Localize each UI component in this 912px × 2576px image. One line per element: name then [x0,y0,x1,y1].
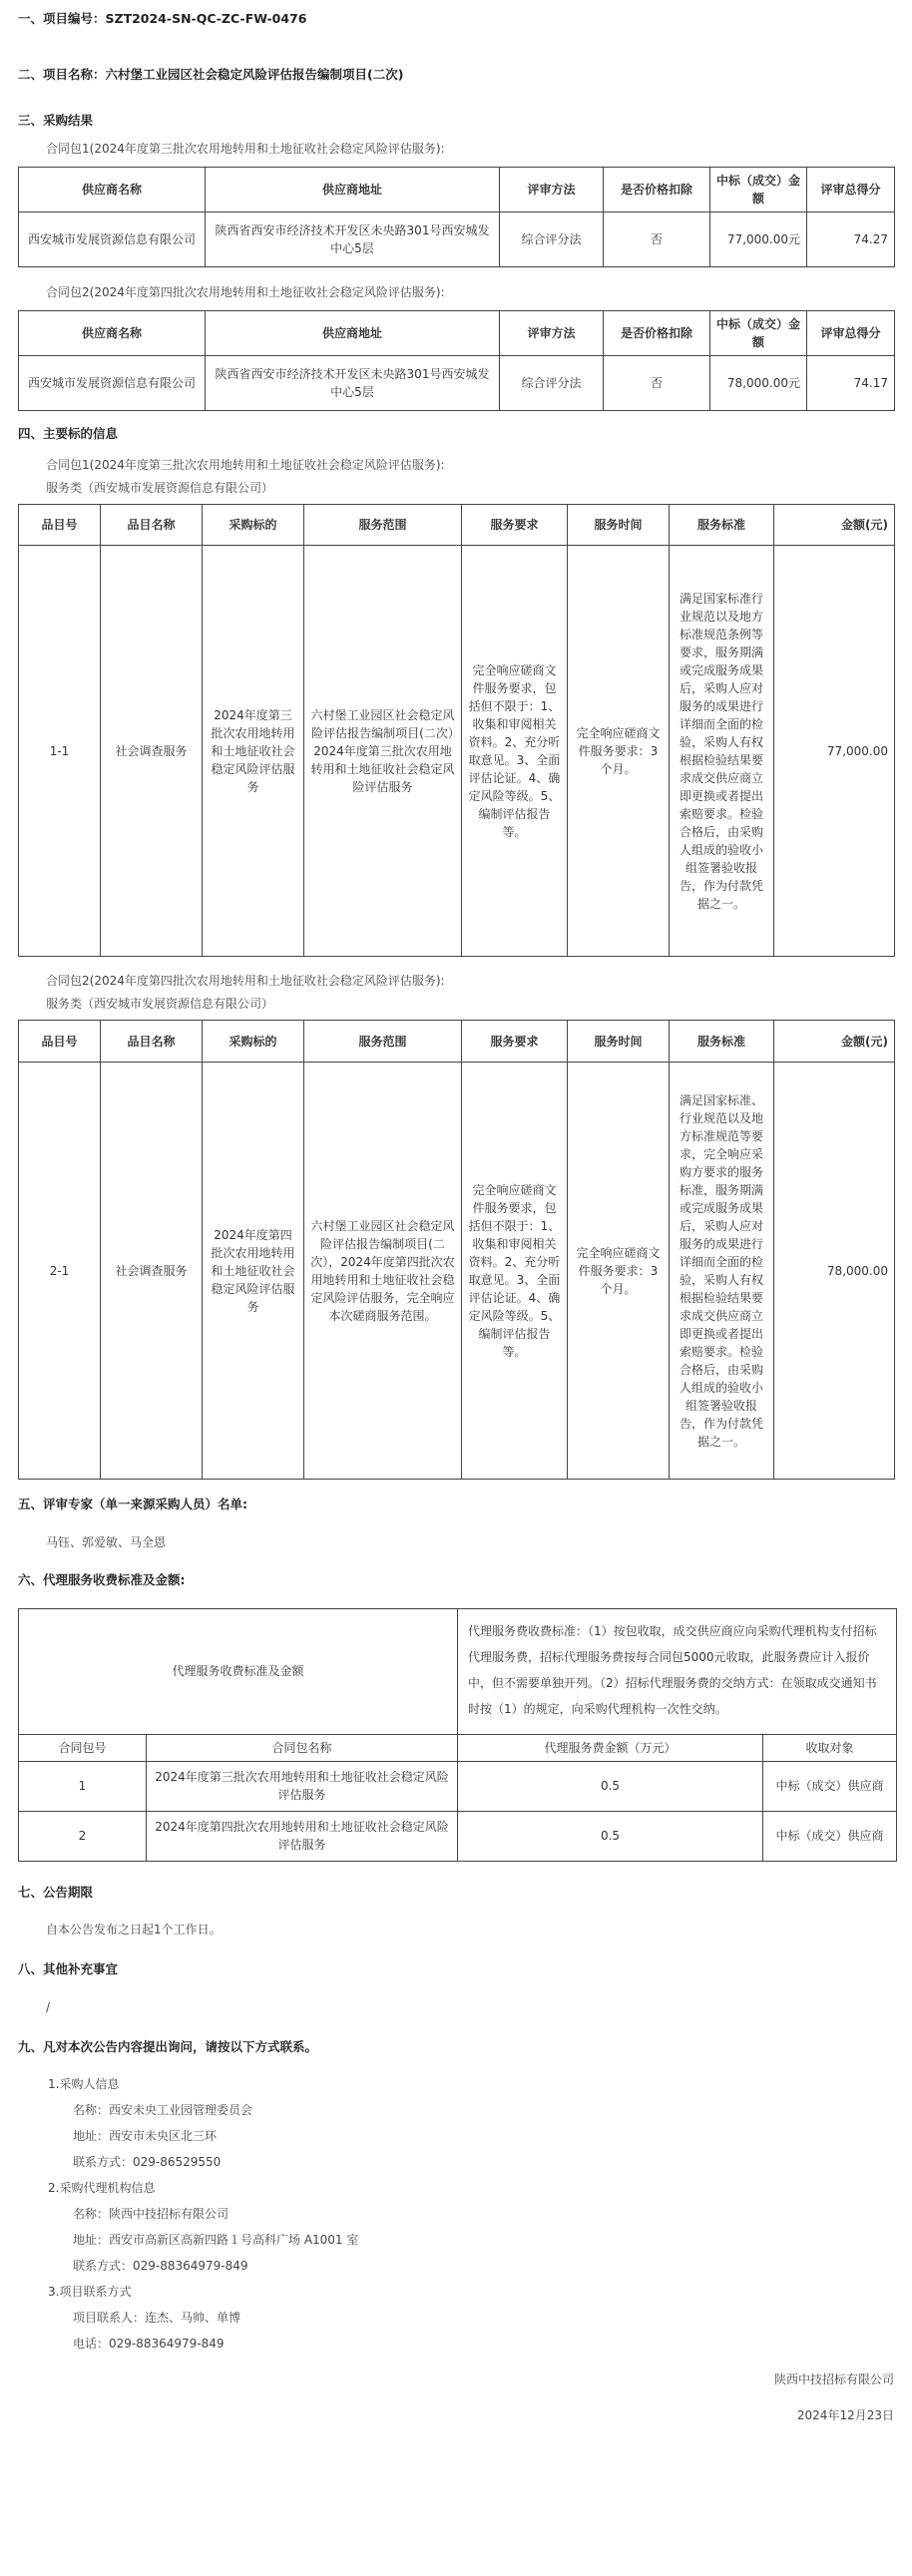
cell-package-name: 2024年度第四批次农用地转用和土地征收社会稳定风险评估服务 [147,1811,458,1861]
col-supplier-address: 供应商地址 [206,311,500,356]
section-9-title: 九、凡对本次公告内容提出询问，请按以下方式联系。 [18,2039,318,2054]
cell-price-deduction: 否 [604,213,710,267]
col-fee-amount: 代理服务费金额（万元） [458,1734,763,1761]
cell-fee-amount: 0.5 [458,1761,763,1811]
cell-service-requirement: 完全响应磋商文件服务要求，包括但不限于：1、收集和审阅相关资料。2、充分听取意见。3、全面评估论证。4、确定风险等级。5、编制评估报告等。 [462,546,568,957]
cell-review-method: 综合评分法 [500,356,604,411]
other-matters-text: / [46,2000,51,2014]
cell-award-amount: 78,000.00元 [710,356,807,411]
package-2-category: 服务类（西安城市发展资源信息有限公司） [46,997,274,1011]
col-amount: 金额(元) [774,1021,895,1063]
col-package-number: 合同包号 [19,1734,147,1761]
cell-service-scope: 六村堡工业园区社会稳定风险评估报告编制项目(二次），2024年度第四批次农用地转用和土地征收社会稳定风险评估服务，完全响应本次磋商服务范围。 [304,1063,462,1480]
subject-table-package-2 [18,1020,895,1480]
section-other-matters [18,1960,894,2016]
section-8-title: 八、其他补充事宜 [18,1961,119,1977]
col-service-scope: 服务范围 [304,1021,462,1063]
agent-address: 地址：西安市高新区高新四路１号高科广场 A1001 室 [73,2232,359,2247]
cell-service-requirement: 完全响应磋商文件服务要求，包括但不限于：1、收集和审阅相关资料。2、充分听取意见。3、全面评估论证。4、确定风险等级。5、编制评估报告等。 [462,1063,568,1480]
cell-supplier-name: 西安城市发展资源信息有限公司 [19,213,206,267]
col-award-amount: 中标（成交）金额 [710,311,807,356]
fee-standard-label: 代理服务收费标准及金额 [19,1608,458,1734]
package-1-caption: 合同包1(2024年度第三批次农用地转用和土地征收社会稳定风险评估服务): [46,458,445,472]
col-subject: 采购标的 [203,1021,304,1063]
cell-fee-amount: 0.5 [458,1811,763,1861]
col-price-deduction: 是否价格扣除 [604,311,710,356]
col-supplier-address: 供应商地址 [206,168,500,213]
col-charge-target: 收取对象 [763,1734,897,1761]
table-row [19,1761,897,1811]
cell-charge-target: 中标（成交）供应商 [763,1761,897,1811]
section-project-number [18,10,894,29]
col-total-score: 评审总得分 [807,168,895,213]
cell-package-number: 1 [19,1761,147,1811]
fee-table [18,1608,897,1862]
col-service-scope: 服务范围 [304,505,462,546]
col-item-name: 品目名称 [101,1021,203,1063]
cell-supplier-address: 陕西省西安市经济技术开发区未央路301号西安城发中心5层 [206,356,500,411]
cell-package-number: 2 [19,1811,147,1861]
buyer-address: 地址：西安市未央区北三环 [73,2128,218,2143]
fee-standard-text: 代理服务费收费标准：（1）按包收取，成交供应商应向采购代理机构支付招标代理服务费，招标代理服务费按每合同包5000元收取，此服务费应计入报价中，但不需要单独开列。（2）招标代理服务费的交纳方式：在领取成交通知书时按（1）的规定，向采购代理机构一次性交纳。 [458,1608,897,1734]
subject-table-package-1 [18,504,895,957]
cell-service-time: 完全响应磋商文件服务要求：3个月。 [568,546,670,957]
announcement-period-text: 自本公告发布之日起1个工作日。 [46,1923,222,1937]
col-review-method: 评审方法 [500,311,604,356]
footer-org: 陕西中技招标有限公司 [773,2371,894,2386]
col-service-time: 服务时间 [568,505,670,546]
col-supplier-name: 供应商名称 [19,311,206,356]
col-item-number: 品目号 [19,1021,101,1063]
section-procurement-result [18,112,894,412]
project-contact-heading: 3.项目联系方式 [48,2284,132,2299]
buyer-phone: 联系方式：029-86529550 [73,2154,222,2169]
section-main-subject-info [18,425,894,1480]
col-service-requirement: 服务要求 [462,505,568,546]
section-4-title: 四、主要标的信息 [18,426,119,442]
cell-charge-target: 中标（成交）供应商 [763,1811,897,1861]
col-supplier-name: 供应商名称 [19,168,206,213]
package-1-caption: 合同包1(2024年度第三批次农用地转用和土地征收社会稳定风险评估服务): [46,142,445,157]
project-contact-people: 项目联系人：连杰、马帅、单博 [73,2310,241,2325]
cell-amount: 77,000.00 [774,546,895,957]
section-announcement-period [18,1884,894,1939]
cell-review-method: 综合评分法 [500,213,604,267]
cell-item-number: 1-1 [19,546,101,957]
package-2-caption: 合同包2(2024年度第四批次农用地转用和土地征收社会稳定风险评估服务): [46,974,445,988]
cell-subject: 2024年度第三批次农用地转用和土地征收社会稳定风险评估服务 [203,546,304,957]
expert-names: 马钰、郭爱敏、马全恩 [46,1534,167,1549]
result-table-package-1 [18,167,895,267]
cell-item-number: 2-1 [19,1063,101,1480]
cell-service-time: 完全响应磋商文件服务要求：3个月。 [568,1063,670,1480]
col-service-standard: 服务标准 [670,505,774,546]
table-row [19,546,895,957]
cell-supplier-address: 陕西省西安市经济技术开发区未央路301号西安城发中心5层 [206,213,500,267]
table-row [19,1811,897,1861]
footer-date: 2024年12月23日 [796,2407,894,2422]
col-service-requirement: 服务要求 [462,1021,568,1063]
cell-service-scope: 六村堡工业园区社会稳定风险评估报告编制项目(二次）2024年度第三批次农用地转用和土地征收社会稳定风险评估服务 [304,546,462,957]
col-review-method: 评审方法 [500,168,604,213]
package-1-category: 服务类（西安城市发展资源信息有限公司） [46,481,274,495]
section-project-name [18,66,894,85]
cell-item-name: 社会调查服务 [101,546,203,957]
col-item-name: 品目名称 [101,505,203,546]
cell-service-standard: 满足国家标准行业规范以及地方标准规范条例等要求，服务期满或完成服务成果后，采购人应对服务的成果进行详细而全面的检验，采购人有权根据检验结果要求成交供应商立即更换或者提出索赔要求。检验合格后，由采购人组成的验收小组签署验收报告，作为付款凭据之一。 [670,546,774,957]
col-service-standard: 服务标准 [670,1021,774,1063]
footer [18,2370,894,2424]
section-5-title: 五、评审专家（单一来源采购人员）名单: [18,1497,247,1511]
buyer-heading: 1.采购人信息 [48,2076,120,2091]
buyer-name: 名称：西安未央工业园管理委员会 [73,2102,253,2117]
table-row [19,213,895,267]
section-7-title: 七、公告期限 [18,1884,94,1900]
cell-price-deduction: 否 [604,356,710,411]
agent-phone: 联系方式：029-88364979-849 [73,2258,248,2273]
col-subject: 采购标的 [203,505,304,546]
package-2-caption: 合同包2(2024年度第四批次农用地转用和土地征收社会稳定风险评估服务): [46,285,445,300]
table-row [19,356,895,411]
result-table-package-2 [18,310,895,411]
project-contact-phone: 电话：029-88364979-849 [73,2336,225,2351]
col-total-score: 评审总得分 [807,311,895,356]
agent-heading: 2.采购代理机构信息 [48,2180,156,2195]
cell-total-score: 74.27 [807,213,895,267]
col-amount: 金额(元) [774,505,895,546]
section-contact [18,2038,894,2353]
section-agency-fee [18,1571,894,1862]
col-package-name: 合同包名称 [147,1734,458,1761]
cell-total-score: 74.17 [807,356,895,411]
project-number: 一、项目编号：SZT2024-SN-QC-ZC-FW-0476 [18,11,307,26]
agent-name: 名称：陕西中技招标有限公司 [73,2206,229,2221]
table-row [19,1063,895,1480]
cell-amount: 78,000.00 [774,1063,895,1480]
col-price-deduction: 是否价格扣除 [604,168,710,213]
cell-award-amount: 77,000.00元 [710,213,807,267]
cell-supplier-name: 西安城市发展资源信息有限公司 [19,356,206,411]
section-6-title: 六、代理服务收费标准及金额: [18,1571,186,1587]
col-award-amount: 中标（成交）金额 [710,168,807,213]
cell-service-standard: 满足国家标准、行业规范以及地方标准规范等要求，完全响应采购方要求的服务标准，服务期满或完成服务成果后，采购人应对服务的成果进行详细而全面的检验，采购人有权根据检验结果要求成交供应商立即更换或者提出索赔要求。检验合格后，由采购人组成的验收小组签署验收报告，作为付款凭据之一。 [670,1063,774,1480]
project-name: 二、项目名称：六村堡工业园区社会稳定风险评估报告编制项目(二次) [18,66,404,82]
cell-package-name: 2024年度第三批次农用地转用和土地征收社会稳定风险评估服务 [147,1761,458,1811]
cell-subject: 2024年度第四批次农用地转用和土地征收社会稳定风险评估服务 [203,1063,304,1480]
section-3-title: 三、采购结果 [18,112,94,128]
section-experts [18,1496,894,1551]
col-service-time: 服务时间 [568,1021,670,1063]
col-item-number: 品目号 [19,505,101,546]
cell-item-name: 社会调查服务 [101,1063,203,1480]
